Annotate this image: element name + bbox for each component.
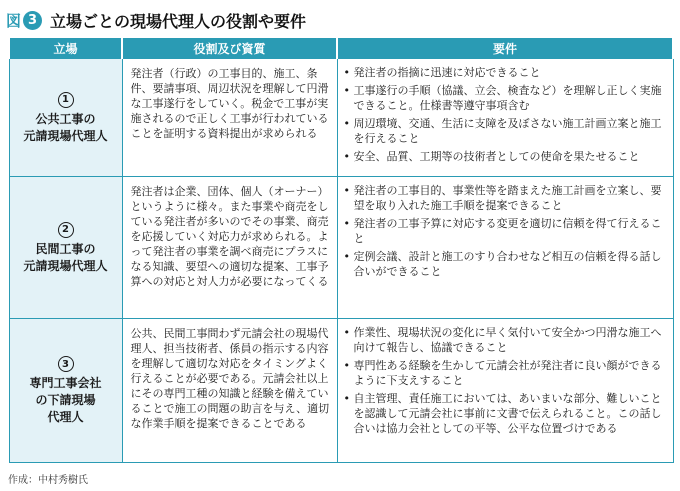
requirement-item: • 安全、品質、工期等の技術者としての使命を果たせること [344, 149, 667, 164]
requirement-item: • 周辺環境、交通、生活に支障を及ぼさない施工計画立案と施工を行えること [344, 116, 667, 146]
requirements-cell [337, 177, 673, 319]
row-number-badge: 3 [58, 356, 74, 372]
requirements-cell [337, 59, 673, 177]
duties-cell: 公共、民間工事問わず元請会社の現場代理人、担当技術者、係員の指示する内容を理解して適切な対応をタイミングよく行えることが必要である。元請会社以上にその専門工種の知識と経験を備えていることで施工の問題の助言を与え、適切な作業手順を提案できることである [122, 319, 337, 463]
role-name-line: 元請現場代理人 [23, 128, 108, 143]
author-credit: 作成：中村秀樹氏 [8, 475, 88, 486]
requirement-item: • 自主管理、責任施工においては、あいまいな部分、難しいことを認識して元請会社に事前に文書で伝えられること。この話し合いは協力会社としての平等、公平な位置づけである [344, 391, 667, 436]
header-requirements: 要件 [337, 38, 673, 59]
role-name-line: 元請現場代理人 [23, 258, 108, 273]
requirement-item: • 工事遂行の手順（協議、立会、検査など）を理解し正しく実施できること。仕様書等遵守事項含む [344, 83, 667, 113]
table-header-row [9, 38, 673, 59]
requirements-cell [337, 319, 673, 463]
figure-number-badge: 3 [23, 11, 42, 30]
role-name-line: の下請現場 [35, 393, 96, 408]
requirement-item: • 発注者の工事予算に対応する変更を適切に信頼を得て行えること [344, 216, 667, 246]
figure-title-text: 立場ごとの現場代理人の役割や要件 [50, 11, 307, 31]
duties-cell: 発注者（行政）の工事目的、施工、条件、要請事項、周辺状況を理解して円滑な工事遂行をしていく。税金で工事が実施されるので正しく工事が行われていることを証明する資料提出が求められる [122, 59, 337, 177]
table-row [9, 59, 673, 177]
figure-label: 図 [6, 11, 22, 30]
requirement-item: • 作業性、現場状況の変化に早く気付いて安全かつ円滑な施工へ向けて報告し、協議できること [344, 325, 667, 355]
requirement-item: • 発注者の工事目的、事業性等を踏まえた施工計画を立案し、要望を取り入れた施工手順を提案できること [344, 183, 667, 213]
header-duties: 役割及び資質 [122, 38, 337, 59]
header-position: 立場 [9, 38, 122, 59]
table-row [9, 319, 673, 463]
role-cell [9, 319, 122, 463]
requirement-item: • 定例会議、設計と施工のすり合わせなど相互の信頼を得る話し合いができること [344, 249, 667, 279]
role-name-line: 民間工事の [35, 241, 96, 256]
requirement-item: • 発注者の指摘に迅速に対応できること [344, 65, 667, 80]
duties-cell: 発注者は企業、団体、個人（オーナー）というように様々。また事業や商売をしている発注者が多いのでその事業、商売を応援していく対応力が求められる。よって発注者の事業を調べ商売にプラスになる知識、要望への適切な提案、工事予算への対応と対人力が必要になってくる [122, 177, 337, 319]
table-row [9, 177, 673, 319]
row-number-badge: 1 [58, 92, 74, 108]
role-cell [9, 59, 122, 177]
figure-title [6, 6, 306, 34]
role-name-line: 代理人 [47, 410, 84, 425]
row-number-badge: 2 [58, 222, 74, 238]
role-name-line: 専門工事会社 [29, 376, 102, 391]
role-cell [9, 177, 122, 319]
requirement-item: • 専門性ある経験を生かして元請会社が発注者に良い顔ができるように下支えすること [344, 358, 667, 388]
roles-table [8, 38, 674, 463]
role-name-line: 公共工事の [35, 111, 96, 126]
